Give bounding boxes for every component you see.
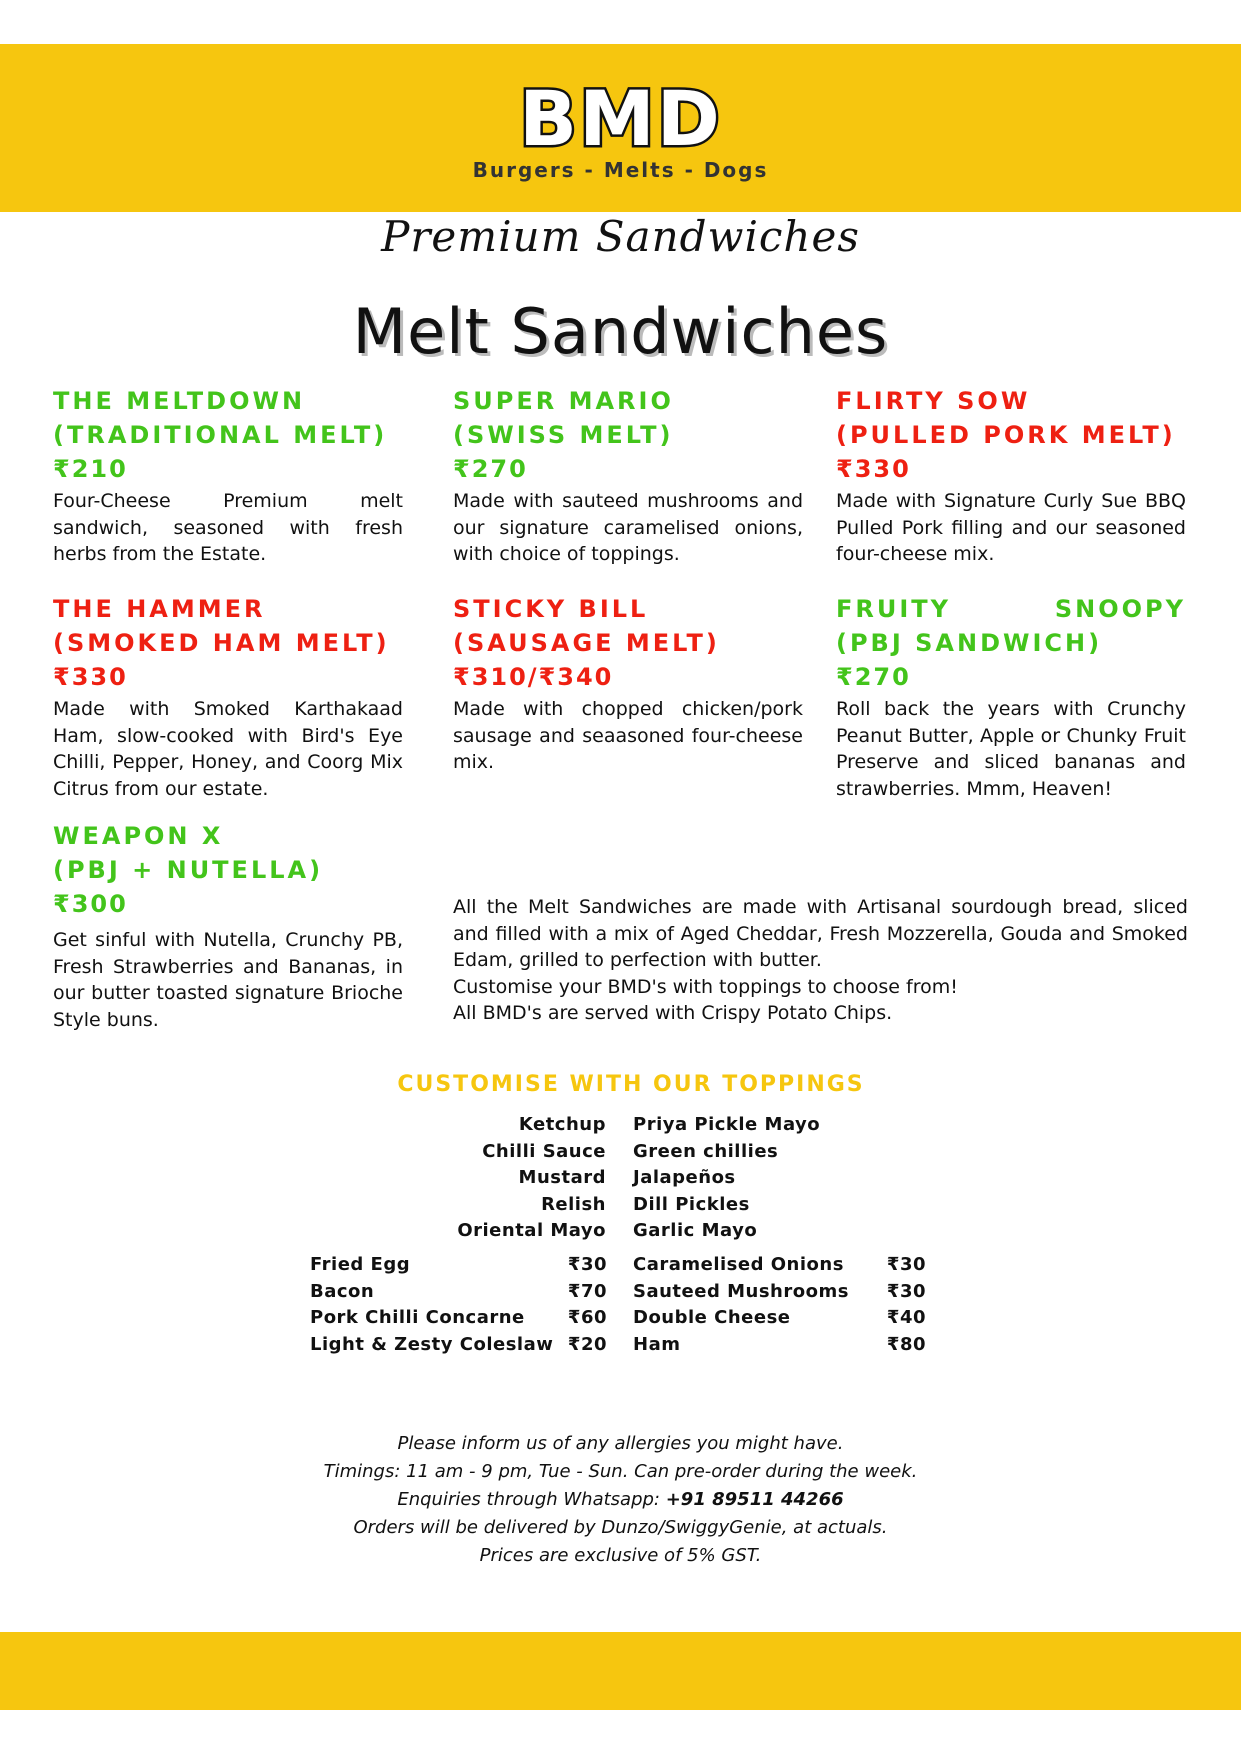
topping-name: Bacon: [310, 1281, 375, 1302]
free-toppings-left: [420, 1112, 606, 1245]
enquiries: [0, 1486, 1241, 1514]
topping-item: Relish: [541, 1193, 606, 1215]
brand-tagline: Burgers - Melts - Dogs: [472, 158, 769, 182]
item-subname: (PULLED PORK MELT): [836, 421, 1176, 449]
paid-topping-row: [633, 1332, 926, 1358]
item-name: SUPER MARIO: [453, 387, 674, 415]
item-name: FRUITY SNOOPY: [836, 595, 1186, 623]
item-name: WEAPON X: [53, 822, 224, 850]
menu-item-sticky-bill: [453, 592, 803, 776]
timings: Timings: 11 am - 9 pm, Tue - Sun. Can pre-order during the week.: [323, 1461, 918, 1482]
menu-item-fruity-snoopy: [836, 592, 1186, 802]
topping-name: Pork Chilli Concarne: [310, 1307, 525, 1328]
item-subname: (PBJ SANDWICH): [836, 629, 1103, 657]
logo-text: BMD: [519, 74, 722, 163]
topping-item: Dill Pickles: [633, 1193, 750, 1215]
page-title: Melt Sandwiches: [352, 295, 889, 368]
topping-name: Double Cheese: [633, 1307, 791, 1328]
item-name: THE MELTDOWN: [53, 387, 306, 415]
item-subname: (SWISS MELT): [453, 421, 674, 449]
enquiries-label: Enquiries through Whatsapp:: [397, 1489, 666, 1510]
topping-item: Priya Pickle Mayo: [633, 1114, 821, 1135]
item-name: STICKY BILL: [453, 595, 649, 623]
item-name: THE HAMMER: [53, 595, 266, 623]
footer-band: [0, 1632, 1241, 1710]
menu-item-super-mario: [453, 384, 803, 568]
item-description: Made with Signature Curly Sue BBQ Pulled Pork filling and our seasoned four-cheese mix.: [836, 490, 1186, 565]
item-price: ₹330: [836, 455, 911, 483]
paid-topping-row: [633, 1305, 926, 1331]
item-price: ₹310/₹340: [453, 663, 614, 691]
item-price: ₹270: [836, 663, 911, 691]
topping-item: Garlic Mayo: [633, 1220, 758, 1241]
footer-info: [0, 1430, 1241, 1570]
menu-item-hammer: [53, 592, 403, 802]
menu-item-meltdown: [53, 384, 403, 568]
item-subname: (PBJ + NUTELLA): [53, 856, 324, 884]
item-price: ₹270: [453, 455, 528, 483]
brand-logo: [0, 74, 1241, 163]
delivery-note: Orders will be delivered by Dunzo/SwiggyGenie, at actuals.: [353, 1517, 888, 1538]
topping-name: Fried Egg: [310, 1254, 411, 1275]
note-chips: All BMD's are served with Crispy Potato Chips.: [453, 1002, 893, 1024]
item-price: ₹330: [53, 663, 128, 691]
item-price: ₹210: [53, 455, 128, 483]
topping-item: Jalapeños: [633, 1167, 736, 1188]
toppings-heading: CUSTOMISE WITH OUR TOPPINGS: [397, 1072, 865, 1097]
whatsapp-number: +91 89511 44266: [665, 1489, 844, 1510]
paid-topping-row: [310, 1332, 607, 1358]
note-bread: All the Melt Sandwiches are made with Artisanal sourdough bread, sliced and filled with a mix of Aged Cheddar, Fresh Mozzerella, Gouda and Smoked Edam, grilled to perfection with butter.: [453, 896, 1188, 971]
topping-price: ₹70: [567, 1281, 607, 1302]
topping-price: ₹80: [886, 1334, 926, 1355]
item-description: Roll back the years with Crunchy Peanut Butter, Apple or Chunky Fruit Preserve and sliced bananas and strawberries. Mmm, Heaven!: [836, 698, 1186, 800]
topping-item: Green chillies: [633, 1140, 779, 1162]
topping-item: Mustard: [518, 1167, 606, 1188]
item-name: FLIRTY SOW: [836, 387, 1031, 415]
paid-topping-row: [310, 1279, 607, 1305]
topping-item: Chilli Sauce: [482, 1140, 606, 1162]
topping-item: Oriental Mayo: [457, 1220, 606, 1241]
topping-price: ₹30: [567, 1254, 607, 1275]
paid-topping-row: [633, 1252, 926, 1278]
melt-note: [453, 894, 1188, 1027]
item-subname: (SMOKED HAM MELT): [53, 629, 390, 657]
menu-item-flirty-sow: [836, 384, 1186, 568]
gst-note: Prices are exclusive of 5% GST.: [479, 1545, 762, 1566]
paid-topping-row: [310, 1252, 607, 1278]
paid-topping-row: [633, 1279, 926, 1305]
menu-item-weapon-x: [53, 819, 403, 1033]
script-subtitle: Premium Sandwiches: [381, 212, 860, 261]
topping-item: Ketchup: [518, 1114, 606, 1135]
topping-name: Sauteed Mushrooms: [633, 1281, 849, 1302]
topping-price: ₹30: [886, 1281, 926, 1302]
item-description: Made with chopped chicken/pork sausage and seaasoned four-cheese mix.: [453, 698, 803, 773]
topping-price: ₹40: [886, 1307, 926, 1328]
allergy-note: Please inform us of any allergies you might have.: [397, 1433, 844, 1454]
item-description: Made with sauteed mushrooms and our signature caramelised onions, with choice of toppings.: [453, 490, 803, 565]
paid-topping-row: [310, 1305, 607, 1331]
topping-price: ₹20: [567, 1334, 607, 1355]
item-description: Get sinful with Nutella, Crunchy PB, Fresh Strawberries and Bananas, in our butter toasted signature Brioche Style buns.: [53, 929, 403, 1031]
topping-name: Light & Zesty Coleslaw: [310, 1334, 554, 1355]
topping-name: Caramelised Onions: [633, 1254, 844, 1275]
topping-name: Ham: [633, 1334, 681, 1355]
item-price: ₹300: [53, 890, 128, 918]
item-subname: (TRADITIONAL MELT): [53, 421, 388, 449]
note-customise: Customise your BMD's with toppings to choose from!: [453, 975, 958, 998]
item-description: Four-Cheese Premium melt sandwich, seasoned with fresh herbs from the Estate.: [53, 490, 403, 565]
free-toppings-right: [633, 1112, 893, 1245]
topping-price: ₹60: [567, 1307, 607, 1328]
topping-price: ₹30: [886, 1254, 926, 1275]
item-subname: (SAUSAGE MELT): [453, 629, 720, 657]
item-description: Made with Smoked Karthakaad Ham, slow-cooked with Bird's Eye Chilli, Pepper, Honey, and Coorg Mix Citrus from our estate.: [53, 698, 403, 800]
